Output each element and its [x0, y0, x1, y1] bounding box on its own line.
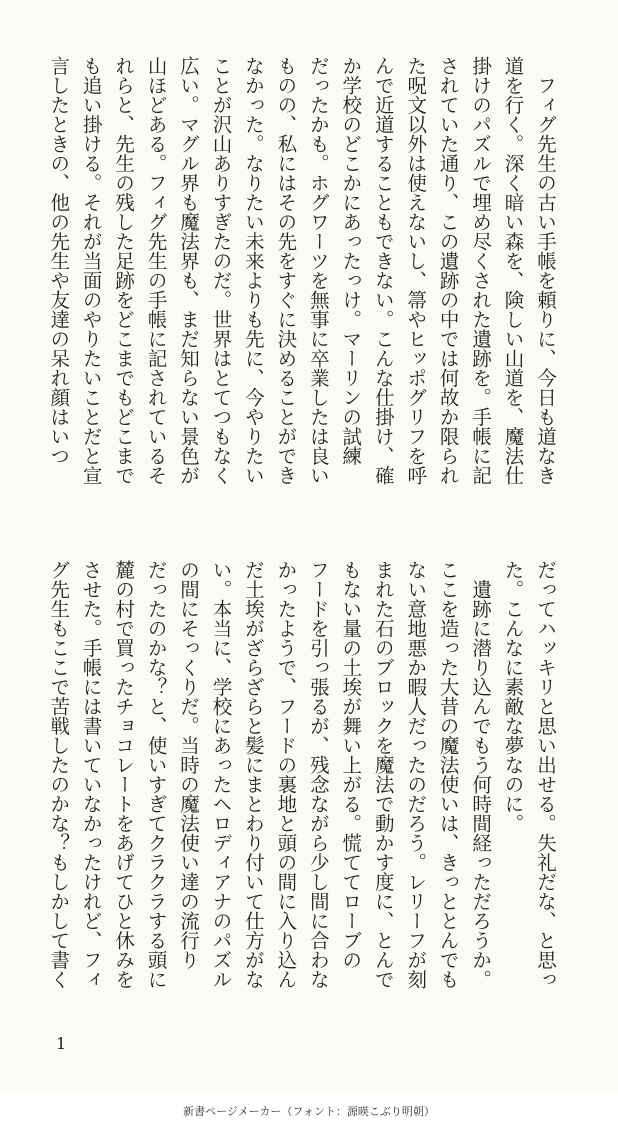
- text-column: されていた通り、この遺跡の中では何故か限られ: [436, 56, 460, 485]
- text-column: グ先生もここで苦戦したのかな？もしかして書く: [47, 560, 71, 989]
- text-column: フィグ先生の古い手帳を頼りに、今日も道なき: [534, 56, 557, 485]
- text-column: まれた石のブロックを魔法で動かす度に、とんで: [371, 560, 395, 989]
- text-column: 道を行く。深く暗い森を、険しい山道を、魔法仕: [501, 56, 525, 485]
- text-column: だ土埃がざらざらと髪にまとわり付いて仕方がな: [241, 560, 265, 989]
- text-column: もない量の土埃が舞い上がる。慌ててローブの: [339, 560, 363, 970]
- text-column: 山ほどある。フィグ先生の手帳に記されているそ: [144, 56, 168, 485]
- text-column: させた。手帳には書いていなかったけれど、フィ: [79, 560, 103, 989]
- text-column: た呪文以外は使えないし、箒やヒッポグリフを呼: [404, 56, 428, 485]
- text-column: い。本当に、学校にあったヘロディアナのパズル: [209, 560, 233, 989]
- text-column: なかった。なりたい未来よりも先に、今やりたい: [241, 56, 265, 485]
- text-column: も追い掛ける。それが当面のやりたいことだと宣: [79, 56, 103, 485]
- text-column: ここを造った大昔の魔法使いは、きっととんでも: [436, 560, 460, 989]
- footer-credit: 新書ページメーカー（フォント：源暎こぶり明朝）: [183, 1105, 435, 1118]
- text-column: ない意地悪か暇人だったのだろう。レリーフが刻: [404, 560, 428, 989]
- text-column: んで近道することもできない。こんな仕掛け、確: [371, 56, 395, 485]
- text-column: か学校のどこかにあったっけ。マーリンの試練: [339, 56, 363, 466]
- text-column: ものの、私にはその先をすぐに決めることができ: [274, 56, 298, 485]
- text-column: 言したときの、他の先生や友達の呆れ顔はいつ: [47, 56, 71, 466]
- text-column: だったのかな？と、使いすぎてクラクラする頭に: [144, 560, 168, 989]
- text-column: フードを引っ張るが、残念ながら少し間に合わな: [306, 560, 330, 989]
- text-column: の間にそっくりだ。当時の魔法使い達の流行り: [177, 560, 201, 970]
- text-column: かったようで、フードの裏地と頭の間に入り込ん: [274, 560, 298, 989]
- page-number: 1: [56, 1034, 67, 1053]
- text-column: 麓の村で買ったチョコレートをあげてひと休みを: [112, 560, 136, 989]
- text-column: た。こんなに素敵な夢なのに。: [501, 560, 525, 833]
- text-column: だってハッキリと思い出せる。失礼だな、と思っ: [534, 560, 557, 989]
- text-column: ことが沢山ありすぎたのだ。世界はとてつもなく: [209, 56, 233, 485]
- text-column: だったかも。ホグワーツを無事に卒業したは良い: [306, 56, 330, 485]
- body-text-lower-block: [41, 560, 561, 1030]
- text-column: れらと、先生の残した足跡をどこまでもどこまで: [112, 56, 136, 485]
- text-column: 遺跡に潜り込んでもう何時間経っただろうか。: [469, 560, 493, 989]
- text-column: 広い。マグル界も魔法界も、まだ知らない景色が: [177, 56, 201, 485]
- text-column: 掛けのパズルで埋め尽くされた遺跡を。手帳に記: [469, 56, 493, 485]
- body-text-upper-block: [41, 56, 561, 526]
